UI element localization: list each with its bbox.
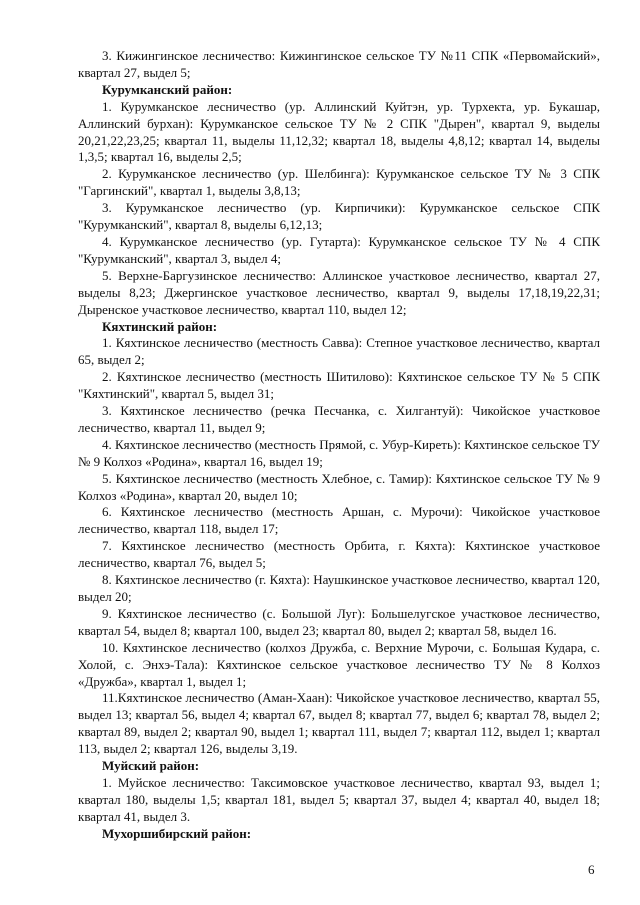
paragraph-kyakhta-6: 6. Кяхтинское лесничество (местность Аршан, с. Мурочи): Чикойское участковое лесничество, квартал 118, выдел 17; [78,504,600,537]
document-body [78,48,600,843]
heading-kyakhta-district: Кяхтинский район: [102,318,218,334]
paragraph-kyakhta-4: 4. Кяхтинское лесничество (местность Прямой, с. Убур-Киреть): Кяхтинское сельское ТУ № 9 Колхоз «Родина», квартал 16, выдел 19; [78,436,600,469]
paragraph-kyakhta-5: 5. Кяхтинское лесничество (местность Хлебное, с. Тамир): Кяхтинское сельское ТУ № 9 Колхоз «Родина», квартал 20, выдел 10; [78,470,600,503]
heading-kurumkan-district: Курумканский район: [102,81,233,97]
paragraph-kurumkan-5: 5. Верхне-Баргузинское лесничество: Аллинское участковое лесничество, квартал 27, выделы 8,23; Джергинское участковое лесничество, квартал 9, выделы 17,18,19,22,31; Дыренское участковое лесничество, квартал 110, выдел 12; [78,267,600,317]
paragraph-kyakhta-7: 7. Кяхтинское лесничество (местность Орбита, г. Кяхта): Кяхтинское участковое лесничество, квартал 76, выдел 5; [78,538,600,571]
paragraph-kyakhta-2: 2. Кяхтинское лесничество (местность Шитилово): Кяхтинское сельское ТУ № 5 СПК "Кяхтинский", квартал 5, выдел 31; [78,369,600,402]
paragraph-kyakhta-10: 10. Кяхтинское лесничество (колхоз Дружба, с. Верхние Мурочи, с. Большая Кудара, с. Холой, с. Энхэ-Тала): Кяхтинское сельское участковое лесничество ТУ № 8 Колхоз «Дружба», квартал 1, выдел 1; [78,639,600,689]
paragraph-kurumkan-3: 3. Курумканское лесничество (ур. Кирпичики): Курумканское сельское СПК "Курумканский", квартал 8, выделы 6,12,13; [78,200,600,233]
paragraph-kyakhta-8: 8. Кяхтинское лесничество (г. Кяхта): Наушкинское участковое лесничество, квартал 120, выдел 20; [78,572,600,604]
page-number: 6 [588,862,595,877]
heading-mukhorshibir-district: Мухоршибирский район: [102,825,252,841]
paragraph-kurumkan-4: 4. Курумканское лесничество (ур. Гутарта): Курумканское сельское ТУ № 4 СПК "Курумканский", квартал 3, выдел 4; [78,233,600,266]
paragraph-kurumkan-1: 1. Курумканское лесничество (ур. Аллинский Куйтэн, ур. Турхекта, ур. Букашар, Аллинский бурхан): Курумканское сельское ТУ № 2 СПК "Дырен", квартал 9, выделы 20,21,22,23,25; квартал 11, выделы 11,12,32; квартал 18, выделы 4,8,12; квартал 14, выделы 1,3,5; квартал 16, выделы 2,5; [78,98,600,165]
paragraph-kizhinga-3: 3. Кижингинское лесничество: Кижингинское сельское ТУ №11 СПК «Первомайский», квартал 27, выдел 5; [78,48,600,80]
paragraph-kyakhta-3: 3. Кяхтинское лесничество (речка Песчанка, с. Хилгантуй): Чикойское участковое лесничество, квартал 11, выдел 9; [78,403,600,435]
paragraph-kyakhta-11: 11.Кяхтинское лесничество (Аман-Хаан): Чикойское участковое лесничество, квартал 55, выдел 13; квартал 56, выдел 4; квартал 67, выдел 8; квартал 77, выдел 6; квартал 78, выдел 2; квартал 89, выдел 2; квартал 90, выдел 1; квартал 111, выдел 7; квартал 112, выдел 1; квартал 113, выдел 2; квартал 126, выделы 3,19. [78,690,600,757]
paragraph-kurumkan-2: 2. Курумканское лесничество (ур. Шелбинга): Курумканское сельское ТУ № 3 СПК "Гаргинский", квартал 1, выделы 3,8,13; [78,166,600,199]
paragraph-kyakhta-9: 9. Кяхтинское лесничество (с. Большой Луг): Большелугское участковое лесничество, квартал 54, выдел 8; квартал 100, выдел 23; квартал 80, выдел 2; квартал 58, выдел 16. [78,605,600,638]
paragraph-muya-1: 1. Муйское лесничество: Таксимовское участковое лесничество, квартал 93, выдел 1; квартал 180, выделы 1,5; квартал 181, выдел 5; квартал 37, выдел 4; квартал 40, выдел 18; квартал 41, выдел 3. [78,774,600,824]
paragraph-kyakhta-1: 1. Кяхтинское лесничество (местность Савва): Степное участковое лесничество, квартал 65, выдел 2; [78,335,600,368]
heading-muya-district: Муйский район: [102,758,200,774]
